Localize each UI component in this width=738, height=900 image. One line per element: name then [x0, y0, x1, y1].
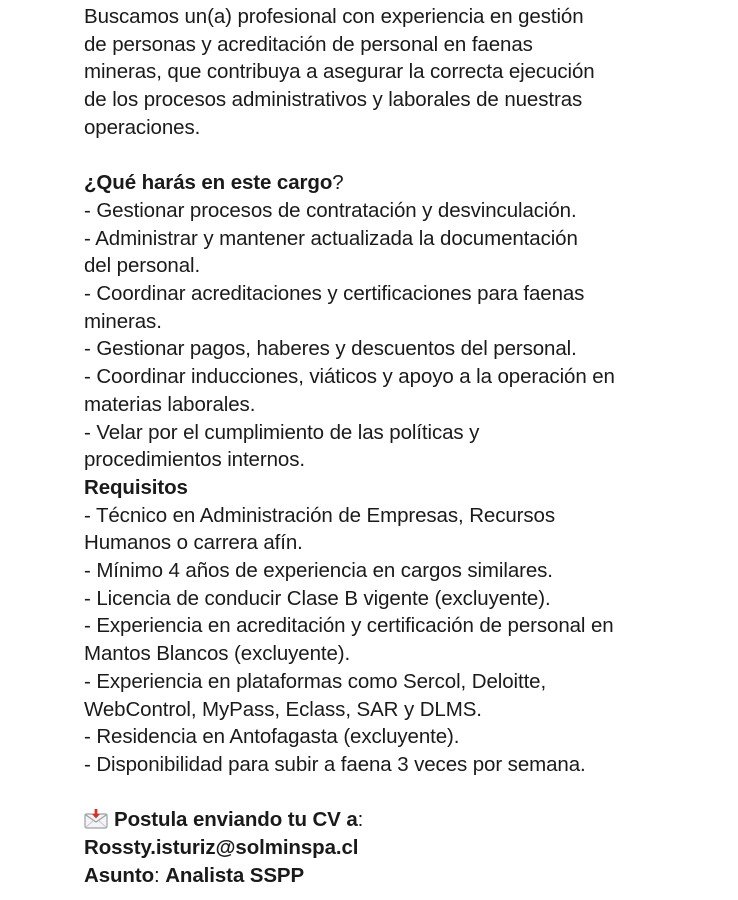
subject-line: [84, 862, 724, 890]
requirement-line: - Residencia en Antofagasta (excluyente).: [84, 725, 460, 749]
requirement-line: - Técnico en Administración de Empresas, Recursos: [84, 503, 555, 527]
apply-section: [84, 806, 724, 889]
intro-paragraph: [84, 3, 724, 142]
intro-line: mineras, que contribuya a asegurar la correcta ejecución: [84, 60, 595, 84]
task-line: - Administrar y mantener actualizada la documentación: [84, 226, 578, 250]
requirement-line: - Mínimo 4 años de experiencia en cargos similares.: [84, 559, 553, 583]
task-line: materias laborales.: [84, 392, 256, 416]
intro-line: operaciones.: [84, 115, 201, 139]
tasks-heading-text: ¿Qué harás en este cargo: [84, 171, 333, 195]
requirement-line: - Experiencia en acreditación y certificación de personal en: [84, 614, 614, 638]
tasks-heading-suffix: ?: [332, 171, 344, 195]
task-line: - Coordinar inducciones, viáticos y apoyo a la operación en: [84, 365, 615, 389]
spacer: [84, 142, 724, 170]
envelope-with-arrow-icon: [84, 809, 108, 829]
task-line: procedimientos internos.: [84, 448, 305, 472]
contact-email[interactable]: Rossty.isturiz@solminspa.cl: [84, 836, 359, 860]
subject-label: Asunto: [84, 863, 154, 887]
subject-separator: :: [154, 863, 166, 887]
tasks-section: [84, 169, 724, 474]
task-line: - Gestionar procesos de contratación y desvinculación.: [84, 198, 577, 222]
task-line: mineras.: [84, 309, 162, 333]
apply-cta-text: Postula enviando tu CV a: [114, 808, 358, 832]
requirements-heading: Requisitos: [84, 475, 188, 499]
intro-line: de los procesos administrativos y laborales de nuestras: [84, 88, 583, 112]
intro-line: de personas y acreditación de personal en faenas: [84, 32, 533, 56]
task-line: - Velar por el cumplimiento de las políticas y: [84, 420, 480, 444]
apply-cta-suffix: :: [357, 808, 364, 832]
intro-line: Buscamos un(a) profesional con experiencia en gestión: [84, 5, 584, 28]
apply-cta: [84, 806, 724, 834]
tasks-heading: [84, 169, 724, 197]
requirement-line: Humanos o carrera afín.: [84, 531, 303, 555]
requirement-line: Mantos Blancos (excluyente).: [84, 642, 351, 666]
requirement-line: - Experiencia en plataformas como Sercol, Deloitte,: [84, 669, 547, 693]
requirement-line: - Disponibilidad para subir a faena 3 veces por semana.: [84, 752, 586, 776]
spacer: [84, 779, 724, 807]
task-line: - Gestionar pagos, haberes y descuentos del personal.: [84, 337, 577, 361]
requirement-line: WebControl, MyPass, Eclass, SAR y DLMS.: [84, 697, 482, 721]
requirements-section: [84, 474, 724, 779]
job-post: [84, 3, 724, 889]
requirement-line: - Licencia de conducir Clase B vigente (excluyente).: [84, 586, 551, 610]
subject-value: Analista SSPP: [165, 863, 305, 887]
task-line: - Coordinar acreditaciones y certificaciones para faenas: [84, 282, 585, 306]
task-line: del personal.: [84, 254, 201, 278]
